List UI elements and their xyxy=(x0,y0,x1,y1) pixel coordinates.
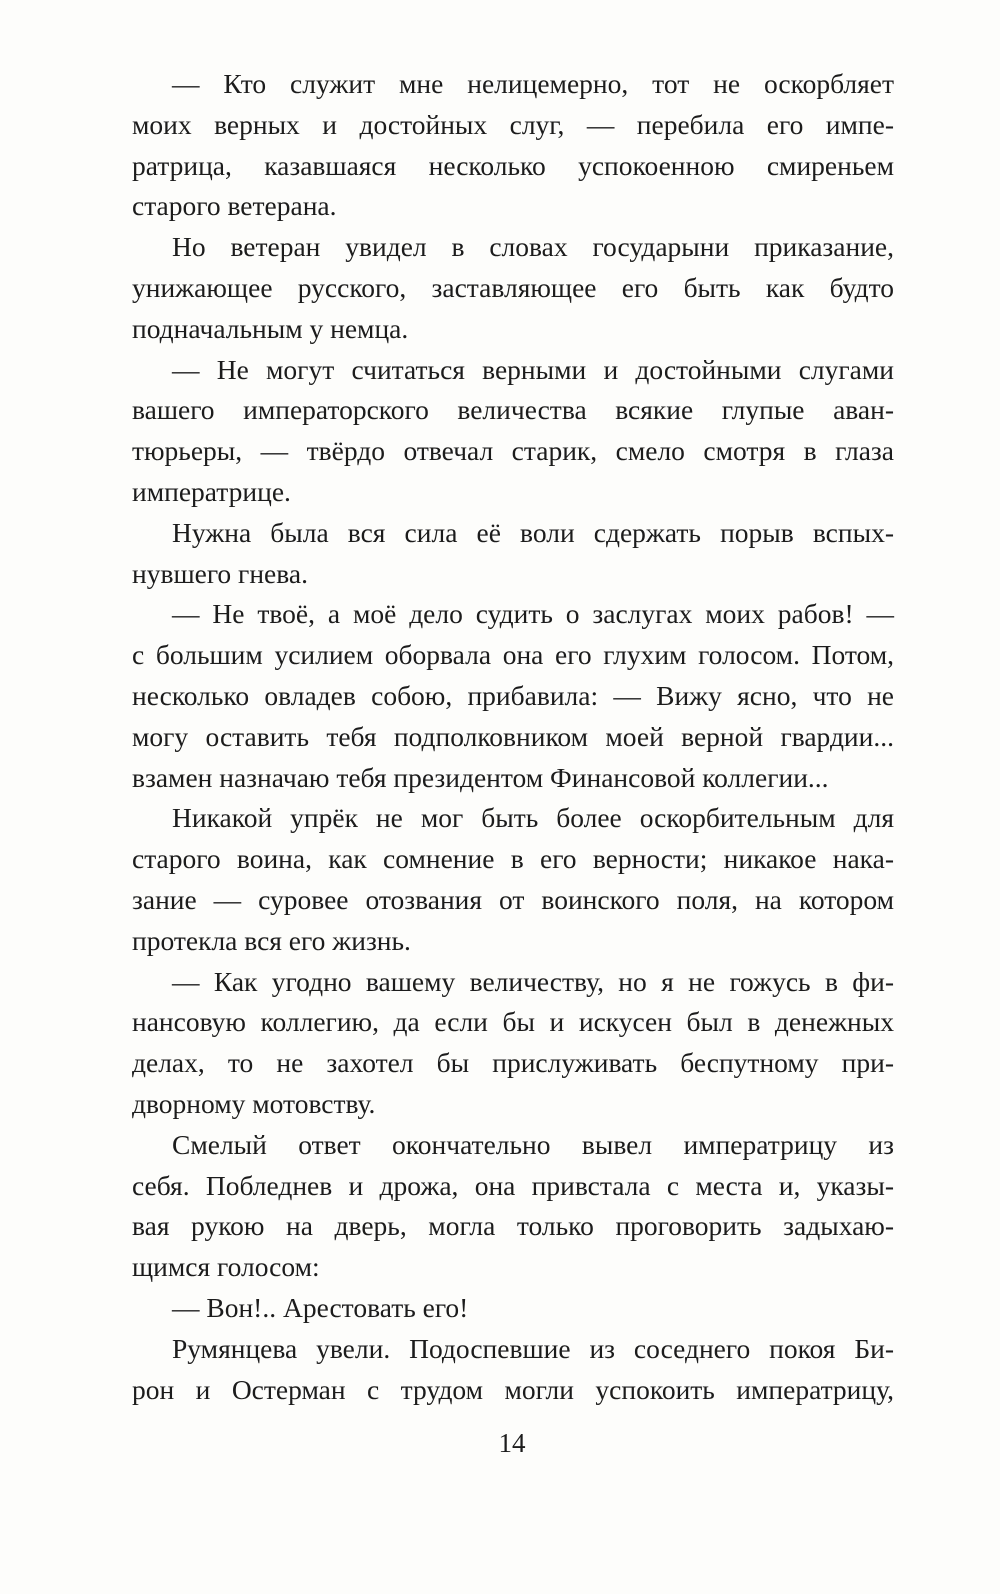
text-line: рон и Остерман с трудом могли успокоить императрицу, xyxy=(132,1373,894,1405)
text-line: щимся голосом: xyxy=(132,1251,320,1283)
text-line: старого ветерана. xyxy=(132,190,337,222)
text-line: взамен назначаю тебя президентом Финансовой коллегии... xyxy=(132,761,829,793)
paragraph xyxy=(132,227,894,349)
text-line: — Кто служит мне нелицемерно, тот не оскорбляет xyxy=(172,68,894,99)
text-line: — Вон!.. Арестовать его! xyxy=(172,1291,469,1323)
text-line: — Не могут считаться верными и достойными слугами xyxy=(172,353,894,385)
text-line: делах, то не захотел бы прислуживать беспутному при- xyxy=(132,1047,894,1079)
text-line: тюрьеры, — твёрдо отвечал старик, смело смотря в глаза xyxy=(132,435,894,467)
text-line: Смелый ответ окончательно вывел императрицу из xyxy=(172,1128,894,1160)
text-line: подначальным у немца. xyxy=(132,312,409,344)
text-line: моих верных и достойных слуг, — перебила его импе- xyxy=(132,108,894,140)
paragraph xyxy=(132,1288,894,1329)
text-line: Никакой упрёк не мог быть более оскорбительным для xyxy=(172,802,894,834)
paragraph xyxy=(132,513,894,595)
paragraph xyxy=(132,798,894,961)
text-line: с большим усилием оборвала она его глухим голосом. Потом, xyxy=(132,639,894,671)
paragraph xyxy=(132,962,894,1125)
paragraph xyxy=(132,64,894,227)
text-line: могу оставить тебя подполковником моей верной гвардии... xyxy=(132,720,894,752)
text-line: вая рукою на дверь, могла только проговорить задыхаю- xyxy=(132,1210,894,1242)
text-line: Нужна была вся сила её воли сдержать порыв вспых- xyxy=(172,516,894,548)
paragraph xyxy=(132,1125,894,1288)
text-line: несколько овладев собою, прибавила: — Вижу ясно, что не xyxy=(132,679,894,711)
text-line: — Не твоё, а моё дело судить о заслугах моих рабов! — xyxy=(172,598,894,630)
text-line: нувшего гнева. xyxy=(132,557,308,589)
text-line: себя. Побледнев и дрожа, она привстала с места и, указы- xyxy=(132,1169,894,1201)
text-line: протекла вся его жизнь. xyxy=(132,924,411,956)
body-text xyxy=(132,64,894,1410)
text-line: зание — суровее отозвания от воинского поля, на котором xyxy=(132,883,894,915)
text-line: старого воина, как сомнение в его верности; никакое нака- xyxy=(132,843,894,875)
text-line: дворному мотовству. xyxy=(132,1087,376,1119)
page-number: 14 xyxy=(498,1428,526,1458)
text-line: унижающее русского, заставляющее его быть как будто xyxy=(132,271,894,303)
text-line: Но ветеран увидел в словах государыни приказание, xyxy=(172,231,894,263)
text-line: — Как угодно вашему величеству, но я не гожусь в фи- xyxy=(172,965,894,997)
text-line: вашего императорского величества всякие глупые аван- xyxy=(132,394,894,426)
text-line: нансовую коллегию, да если бы и искусен был в денежных xyxy=(132,1006,894,1038)
text-line: ратрица, казавшаяся несколько успокоенною смиреньем xyxy=(132,149,894,181)
paragraph xyxy=(132,350,894,513)
text-line: Румянцева увели. Подоспевшие из соседнего покоя Би- xyxy=(172,1332,894,1364)
paragraph xyxy=(132,1329,894,1411)
text-line: императрице. xyxy=(132,475,291,507)
paragraph xyxy=(132,594,894,798)
